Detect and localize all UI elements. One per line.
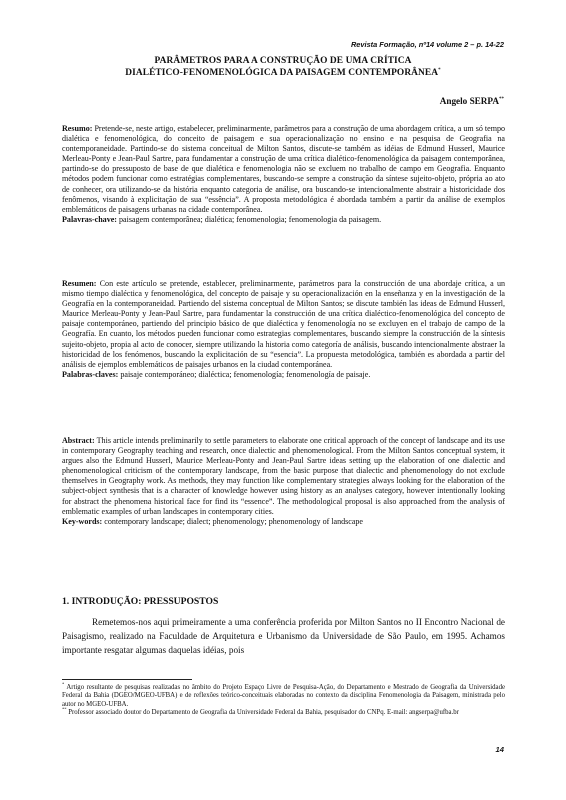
page-number: 14 [495,745,504,754]
resumen-keywords-text: paisaje contemporáneo; dialéctica; fenomenología; fenomenología de paisaje. [120,369,371,379]
footnote-2-text: Professor associado doutor do Departamento de Geografia da Universidade Federal da Bahia, pesquisador do CNPq. E-mail: angserpa@ufba.br [66,709,459,717]
resumen-keywords-label: Palabras-claves: [62,369,119,379]
title-footnote-marker[interactable]: * [438,67,441,73]
footnote-2 [62,706,505,717]
abstract-keywords-label: Key-words: [62,516,103,526]
resumen-section [62,279,505,380]
resumo-paragraph [62,124,505,215]
resumo-keywords [62,215,505,225]
footnote-1-marker: * [62,681,65,687]
title-line-1: PARÂMETROS PARA A CONSTRUÇÃO DE UMA CRÍTICA [154,56,412,66]
abstract-label: Abstract: [62,436,95,445]
resumen-label: Resumen: [62,279,97,288]
abstract-keywords-text: contemporary landscape; dialect; phenomenology; phenomenology of landscape [104,516,364,526]
resumen-text: Con este artículo se pretende, establecer, preliminarmente, parámetros para la construcción de una abordaje crítica, a un mismo tiempo dialéctica y fenomenológica, del concepto de paisaje y su operacionalización en la enseñanza y en la investigación de la Geografía en la contemporaneidad. Partiendo del sistema conceptual de Milton Santos; se discute también las ideas de Edmund Husserl, Maurice Merleau-Ponty y Jean-Paul Sartre, para fundamentar la construcción de una crítica dialéctico-fenomenológica del concepto de paisaje contemporáneo, partiendo del principio básico de que dialéctica y fenomenología no se excluyen en el trabajo de campo de la Geografía. En cuanto, los métodos pueden funcionar como estrategias complementares, buscando siempre la construcción de la síntesis sujeito-objeto, propia al acto de conocer, siempre utilizando la historia como categoría de análisis, buscando intencionalmente abstraer la historicidad de los fenómenos, buscando la explicitación de su “esencia”. La propuesta metodológica, también es abordada a partir del análisis de ejemplos emblemáticos de paisajes urbanos en la ciudad contemporánea. [62,279,505,369]
footnote-2-marker: ** [62,706,67,712]
author-name-text: Angelo SERPA [439,96,499,106]
title-line-2-text: DIALÉTICO-FENOMENOLÓGICA DA PAISAGEM CONTEMPORÂNEA [125,68,439,78]
resumo-label: Resumo: [62,124,93,133]
footnotes [62,681,505,718]
resumen-paragraph [62,279,505,370]
running-header: Revista Formação, nº14 volume 2 – p. 14-22 [350,40,504,49]
intro-paragraph: Remetemos-nos aqui primeiramente a uma conferência proferida por Milton Santos no II Encontro Nacional de Paisagismo, realizado na Faculdade de Arquitetura e Urbanismo da Universidade de São Paulo, em 1995. Achamos importante resgatar algumas daquelas idéias, pois [62,617,505,656]
resumo-keywords-label: Palavras-chave: [62,214,117,224]
resumo-keywords-text: paisagem contemporânea; dialética; fenomenologia; fenomenologia da paisagem. [119,214,382,224]
abstract-text: This article intends preliminarily to settle parameters to elaborate one critical approach of the concept of landscape and its use in contemporary Geography teaching and research, once dialectic and phenomenological. From the Milton Santos conceptual system, it argues also the Edmund Husserl, Maurice Merleau-Ponty and Jean-Paul Sartre ideas setting up the elaboration of one dialectic and phenomenological criticism of the contemporary landscape, from the basic purpose that dialectic and phenomenology do not exclude themselves in Geography work. As methods, they may function like complementary strategies always looking for the elaboration of the subject-object synthesis that is a character of knowledge however using history as an analyses category, however intentionally looking for abstract the phenomena historical face for find its “essence”. The methodological proposal is also approached from the analysis of emblematic examples of urban landscapes in contemporary cities. [62,436,505,516]
resumen-keywords [62,370,505,380]
author-name [440,96,504,106]
footnote-divider [62,679,192,680]
footnote-1 [62,681,505,709]
abstract-paragraph [62,436,505,517]
author-footnote-marker[interactable]: ** [499,96,504,102]
section-heading: 1. INTRODUÇÃO: PRESSUPOSTOS [62,596,219,607]
abstract-section [62,436,505,527]
resumo-section [62,124,505,225]
abstract-keywords [62,517,505,527]
article-title [60,55,506,79]
footnote-1-text: Artigo resultante de pesquisas realizadas no âmbito do Projeto Espaço Livre de Pesquisa-Ação, do Departamento e Mestrado de Geografia da Universidade Federal da Bahia (DGEO/MGEO-UFBA) e de reflexões teórico-conceituais elaboradas no contexto da disciplina Fenomenologia da Paisagem, ministrada pelo autor no MGEO-UFBA. [62,684,505,708]
title-line-2 [60,67,506,79]
resumo-text: Pretende-se, neste artigo, estabelecer, preliminarmente, parâmetros para a construção de uma abordagem crítica, a um só tempo dialética e fenomenológica, do conceito de paisagem e sua operacionalização no ensino e na pesquisa de Geografia na contemporaneidade. Partindo-se do sistema conceitual de Milton Santos, discute-se também as idéias de Edmund Husserl, Maurice Merleau-Ponty e Jean-Paul Sartre, para fundamentar a construção de uma crítica dialético-fenomenológica da paisagem contemporânea, partindo-se do pressuposto de base de que dialética e fenomenologia não se excluem no trabalho de campo em Geografia. Enquanto métodos podem funcionar como estratégias complementares, buscando-se sempre a construção da síntese sujeito-objeto, própria ao ato de conhecer, ora utilizando-se da história enquanto categoria de análise, ora buscando-se intencionalmente abstrair a historicidade dos fenômenos, visando à explicitação de sua “essência”. A proposta metodológica é abordada também a partir da análise de exemplos emblemáticos de paisagens urbanas na cidade contemporânea. [62,124,505,214]
